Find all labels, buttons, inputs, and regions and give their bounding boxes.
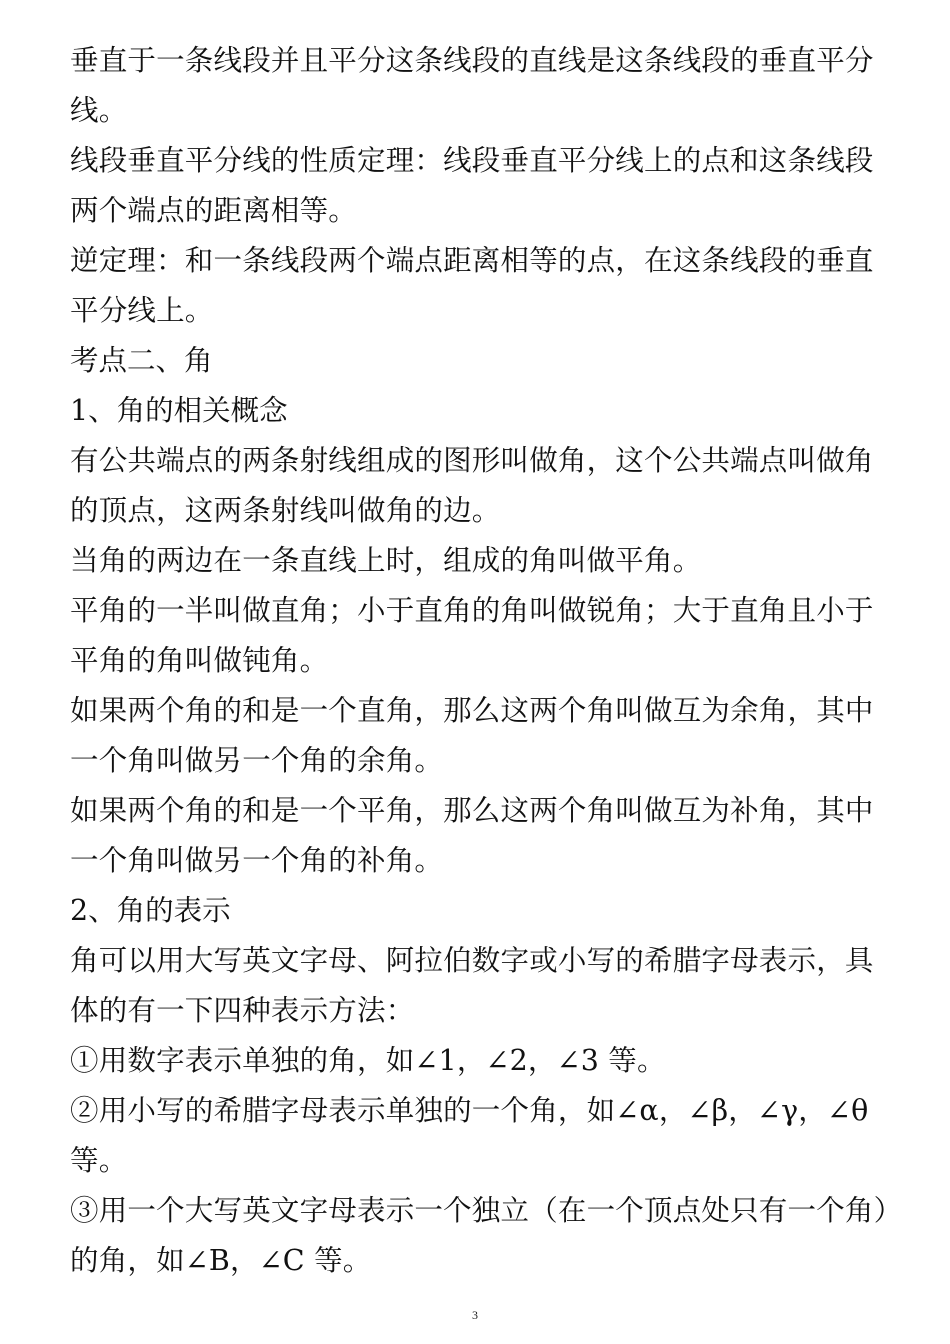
paragraph-bisector-converse-theorem: 逆定理：和一条线段两个端点距离相等的点，在这条线段的垂直平分线上。 — [70, 244, 874, 327]
paragraph-notation-greek: ②用小写的希腊字母表示单独的一个角，如∠α，∠β，∠γ，∠θ等。 — [70, 1094, 869, 1177]
subheading-angle-concepts: 1、角的相关概念 — [70, 394, 288, 427]
section-heading-angles: 考点二、角 — [70, 344, 213, 377]
document-body — [70, 36, 890, 1286]
paragraph-notation-capital-letter: ③用一个大写英文字母表示一个独立（在一个顶点处只有一个角）的角，如∠B，∠C 等。 — [70, 1194, 889, 1277]
paragraph-perpendicular-bisector-definition: 垂直于一条线段并且平分这条线段的直线是这条线段的垂直平分线。 — [70, 44, 874, 127]
paragraph-straight-angle: 当角的两边在一条直线上时，组成的角叫做平角。 — [70, 544, 702, 577]
paragraph-supplementary-angles: 如果两个角的和是一个平角，那么这两个角叫做互为补角，其中一个角叫做另一个角的补角。 — [70, 794, 874, 877]
paragraph-right-acute-obtuse: 平角的一半叫做直角；小于直角的角叫做锐角；大于直角且小于平角的角叫做钝角。 — [70, 594, 874, 677]
paragraph-complementary-angles: 如果两个角的和是一个直角，那么这两个角叫做互为余角，其中一个角叫做另一个角的余角。 — [70, 694, 874, 777]
page-number: 3 — [472, 1308, 478, 1322]
paragraph-notation-numbers: ①用数字表示单独的角，如∠1，∠2，∠3 等。 — [70, 1044, 666, 1077]
paragraph-notation-intro: 角可以用大写英文字母、阿拉伯数字或小写的希腊字母表示，具体的有一下四种表示方法： — [70, 944, 874, 1027]
subheading-angle-notation: 2、角的表示 — [70, 894, 231, 927]
paragraph-angle-definition: 有公共端点的两条射线组成的图形叫做角，这个公共端点叫做角的顶点，这两条射线叫做角的边。 — [70, 444, 874, 527]
paragraph-bisector-property-theorem: 线段垂直平分线的性质定理：线段垂直平分线上的点和这条线段两个端点的距离相等。 — [70, 144, 874, 227]
